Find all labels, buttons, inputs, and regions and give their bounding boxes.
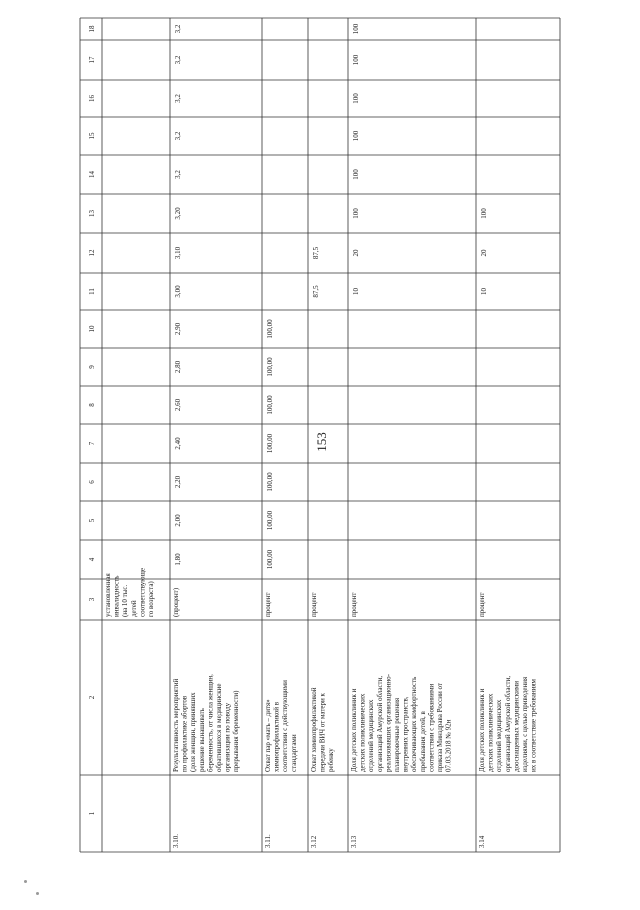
row-name-line: Доля детских поликлиник и [478,688,486,772]
row-unit-line: процент [264,592,272,617]
row-name-line: реализовавших организационно- [384,674,393,772]
row-name-line: ребенку [327,748,336,772]
header-cell: 11 [88,288,96,295]
header-cell: 18 [88,25,96,33]
value-cell: 100 [352,54,360,66]
value-cell: 3,2 [174,94,182,103]
value-cell: 100,00 [266,472,274,492]
row-number: 3.14 [478,835,486,848]
row-name-line: Охват пар «мать – дитя» [264,699,272,772]
row-unit-line: процент [310,592,318,617]
value-cell: 2,80 [174,360,182,374]
header-cell: 8 [88,403,96,407]
row-name-line: организаций Амурской области, [503,675,512,772]
value-cell: 100 [352,23,360,35]
value-cell: 2,00 [174,514,182,527]
value-cell: 2,20 [174,475,182,489]
value-cell: 3,2 [174,24,182,34]
row-name-line: детских поликлинических [358,693,367,772]
value-cell: 100,00 [266,549,274,570]
value-cell: 20 [352,249,360,257]
value-cell: 3,10 [174,246,182,260]
scan-speck [24,880,27,883]
row-name-line: организаций Амурской области, [375,675,384,772]
header-cell: 17 [88,56,96,64]
row-name-line: обратившихся в медицинские [215,683,223,772]
row-unit-line: соответствующе [138,567,147,617]
value-cell: 100,00 [266,510,274,531]
header-cell: 12 [88,249,96,257]
value-cell: 100,00 [266,395,274,415]
value-cell: 1,80 [174,553,182,566]
row-number: 3.10. [172,834,180,848]
row-name-line: изделиями, с целью приведения [521,676,529,772]
value-cell: 2,90 [174,322,182,336]
row-name-line: по профилактике абортов [180,695,189,772]
value-cell: 3,00 [174,285,182,298]
header-cell: 13 [88,210,96,217]
row-unit-line: инвалидность [112,575,121,617]
value-cell: 100 [352,169,360,180]
row-name-line: организации по поводу [223,702,232,772]
value-cell: 3,20 [174,207,182,220]
header-cell: 2 [88,695,96,700]
row-name-line: приказа Минздрава России от [436,683,444,772]
header-cell: 15 [88,132,96,140]
scan-speck [36,892,39,895]
row-name-line: отделений медицинских [495,699,504,772]
row-name-line: соответствии с требованиями [427,683,436,772]
value-cell: 100 [352,130,360,142]
row-name-line: стандартами [289,734,298,772]
row-name-line: детских поликлинических [486,693,495,772]
header-cell: 14 [88,171,96,178]
row-name-line: прерывания беременности) [232,690,241,772]
value-cell: 2,40 [174,437,182,450]
row-name-line: Результативность мероприятий [172,678,180,772]
row-name-line: обеспечивающих комфортность [410,676,419,772]
row-name-line: Охват химиопрофилактикой [310,687,318,772]
row-unit-line: (процент) [172,587,180,617]
row-name-line: отделений медицинских [367,699,376,772]
row-unit-line: процент [478,592,486,617]
row-name-line: планировочные решения [393,697,401,772]
row-unit-line: установленная [104,573,112,617]
row-name-line: (доля женщин, принявших [189,692,198,772]
value-cell: 3,2 [174,131,182,141]
header-cell: 1 [88,811,96,816]
row-unit-line: го возраста) [147,581,155,617]
row-name-line: соответствии с действующими [281,680,290,772]
row-number: 3.12 [310,835,318,848]
value-cell: 100,00 [266,433,274,454]
header-cell: 16 [88,95,96,102]
page-number: 153 [313,432,329,452]
row-name-line: их в соответствие требованиям [529,679,538,772]
header-cell: 3 [88,597,96,602]
row-name-line: беременность, от числа женщин, [206,674,215,772]
value-cell: 3,2 [174,170,182,179]
value-cell: 3,2 [174,55,182,65]
value-cell: 100 [352,93,360,104]
row-unit-line: детей [129,600,138,617]
row-number: 3.11. [264,834,272,848]
row-name-line: дооснащенных медицинскими [512,680,521,772]
value-cell: 100 [352,208,360,219]
value-cell: 87,5 [312,246,320,260]
header-cell: 7 [88,441,96,446]
row-name-line: 07.03.2018 № 92н [444,719,453,772]
value-cell: 10 [480,288,488,295]
header-cell: 9 [88,365,96,369]
row-name-line: пребывания детей, в [418,711,427,772]
header-cell: 5 [88,518,96,523]
row-unit-line: (на 10 тыс. [121,584,130,617]
value-cell: 87,5 [312,285,320,298]
row-name-line: Доля детских поликлиник и [350,688,358,772]
value-cell: 2,60 [174,398,182,412]
row-unit-line: процент [350,592,358,617]
row-name-line: решение вынашивать [197,708,206,772]
value-cell: 20 [480,249,488,257]
value-cell: 10 [352,288,360,295]
header-cell: 10 [88,325,96,333]
header-cell: 6 [88,480,96,484]
value-cell: 100,00 [266,319,274,339]
row-name-line: химиопрофилактикой в [272,701,281,772]
row-name-line: внутренних пространств, [401,696,410,772]
row-name-line: передачи ВИЧ от матери к [318,693,327,772]
value-cell: 100 [480,208,488,219]
header-cell: 4 [88,557,96,562]
row-number: 3.13 [350,835,358,848]
value-cell: 100,00 [266,357,274,377]
